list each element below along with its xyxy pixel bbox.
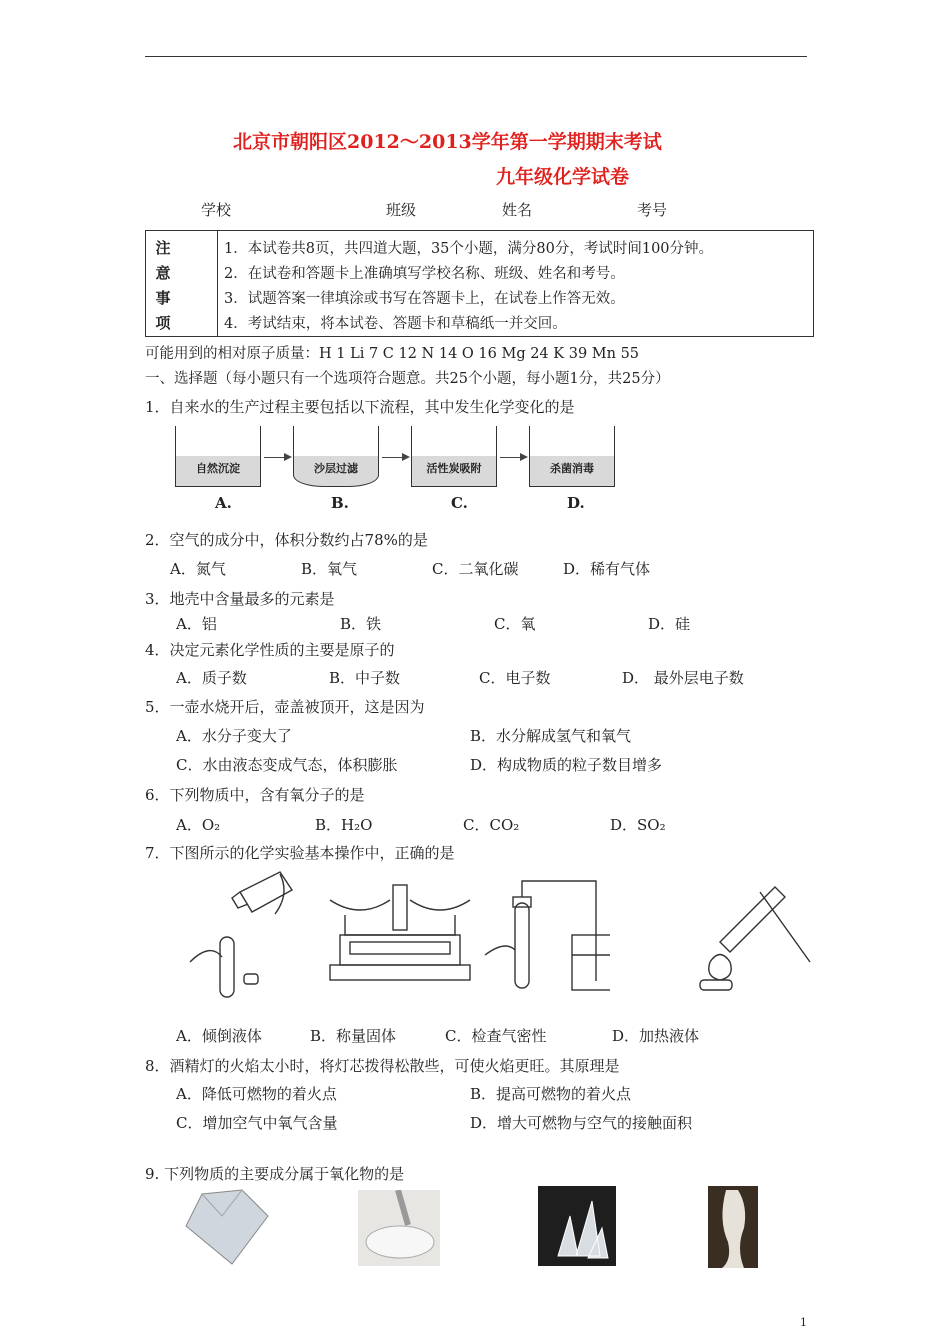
option: B．提高可燃物的着火点 (470, 1085, 632, 1103)
exam-title: 北京市朝阳区2012～2013学年第一学期期末考试 (233, 131, 662, 153)
option: A．水分子变大了 (176, 727, 292, 745)
option: D．加热液体 (612, 1027, 700, 1045)
option: B．称量固体 (310, 1027, 397, 1045)
option: C．电子数 (479, 669, 551, 687)
salt-spoon-photo (358, 1190, 440, 1266)
exam-subtitle: 九年级化学试卷 (496, 166, 630, 188)
option-letter: C. (451, 494, 468, 512)
option: A．铝 (176, 615, 217, 633)
notice-item: 1．本试卷共8页，共四道大题，35个小题，满分80分，考试时间100分钟。 (224, 241, 714, 257)
option: B．氧气 (301, 560, 358, 578)
option: C．氧 (494, 615, 536, 633)
question-stem: 6．下列物质中，含有氧分子的是 (145, 786, 365, 804)
question-stem: 2．空气的成分中，体积分数约占78%的是 (145, 531, 428, 549)
notice-item: 2．在试卷和答题卡上准确填写学校名称、班级、姓名和考号。 (224, 266, 625, 282)
notice-item: 3．试题答案一律填涂或书写在答题卡上，在试卷上作答无效。 (224, 291, 625, 307)
question-stem: 5．一壶水烧开后，壶盖被顶开，这是因为 (145, 698, 425, 716)
pouring-liquid-illustration (180, 862, 300, 1002)
option: D． 最外层电子数 (622, 669, 744, 687)
option-letter: A. (215, 494, 232, 512)
question-stem: 8．酒精灯的火焰太小时，将灯芯拨得松散些，可使火焰更旺。其原理是 (145, 1057, 620, 1075)
option: C．CO₂ (463, 816, 520, 834)
option: C．水由液态变成气态，体积膨胀 (176, 756, 398, 774)
option: C．二氧化碳 (432, 560, 519, 578)
notice-item: 4．考试结束，将本试卷、答题卡和草稿纸一并交回。 (224, 316, 567, 332)
option: D．硅 (648, 615, 691, 633)
arrow-icon (382, 457, 408, 458)
stalactite-photo (708, 1186, 758, 1268)
tank-adsorption: 活性炭吸附 (411, 426, 497, 487)
heating-liquid-illustration (690, 872, 820, 997)
field-school: 学校 (201, 201, 232, 219)
arrow-icon (500, 457, 526, 458)
diamond-photo (182, 1186, 270, 1266)
airtightness-check-illustration (480, 875, 610, 995)
arrow-icon (264, 457, 290, 458)
option: A．O₂ (176, 816, 221, 834)
option: A．倾倒液体 (176, 1027, 262, 1045)
quartz-crystal-photo (538, 1186, 616, 1266)
top-rule (145, 56, 807, 57)
question-stem: 7．下图所示的化学实验基本操作中，正确的是 (145, 844, 455, 862)
tank-sedimentation: 自然沉淀 (175, 426, 261, 487)
tank-filtration: 沙层过滤 (293, 426, 379, 487)
option: D．稀有气体 (563, 560, 651, 578)
notice-label: 注 意 事 项 (146, 231, 218, 336)
option: C．检查气密性 (445, 1027, 547, 1045)
atomic-masses: 可能用到的相对原子质量：H 1 Li 7 C 12 N 14 O 16 Mg 24 K 39 Mn 55 (145, 346, 640, 362)
option: D．增大可燃物与空气的接触面积 (470, 1114, 693, 1132)
option-letter: D. (567, 494, 585, 512)
section-heading: 一、选择题（每小题只有一个选项符合题意。共25个小题，每小题1分，共25分） (145, 371, 670, 387)
page-number: 1 (800, 1316, 807, 1329)
question-stem: 3．地壳中含量最多的元素是 (145, 590, 335, 608)
question-stem: 1．自来水的生产过程主要包括以下流程，其中发生化学变化的是 (145, 398, 575, 416)
option: B．铁 (340, 615, 382, 633)
balance-illustration (325, 880, 475, 990)
option: A．降低可燃物的着火点 (176, 1085, 337, 1103)
option: B．水分解成氢气和氧气 (470, 727, 632, 745)
option-letter: B. (331, 494, 349, 512)
option: D．SO₂ (610, 816, 666, 834)
option: A．质子数 (176, 669, 247, 687)
option: C．增加空气中氧气含量 (176, 1114, 338, 1132)
field-id: 考号 (637, 201, 668, 219)
option: D．构成物质的粒子数目增多 (470, 756, 663, 774)
question-stem: 9. 下列物质的主要成分属于氧化物的是 (145, 1165, 405, 1183)
tank-disinfection: 杀菌消毒 (529, 426, 615, 487)
option: B．中子数 (329, 669, 401, 687)
question-stem: 4．决定元素化学性质的主要是原子的 (145, 641, 395, 659)
notice-box (145, 230, 814, 337)
option: A．氮气 (170, 560, 226, 578)
field-name: 姓名 (502, 201, 533, 219)
field-class: 班级 (386, 201, 417, 219)
option: B．H₂O (315, 816, 373, 834)
